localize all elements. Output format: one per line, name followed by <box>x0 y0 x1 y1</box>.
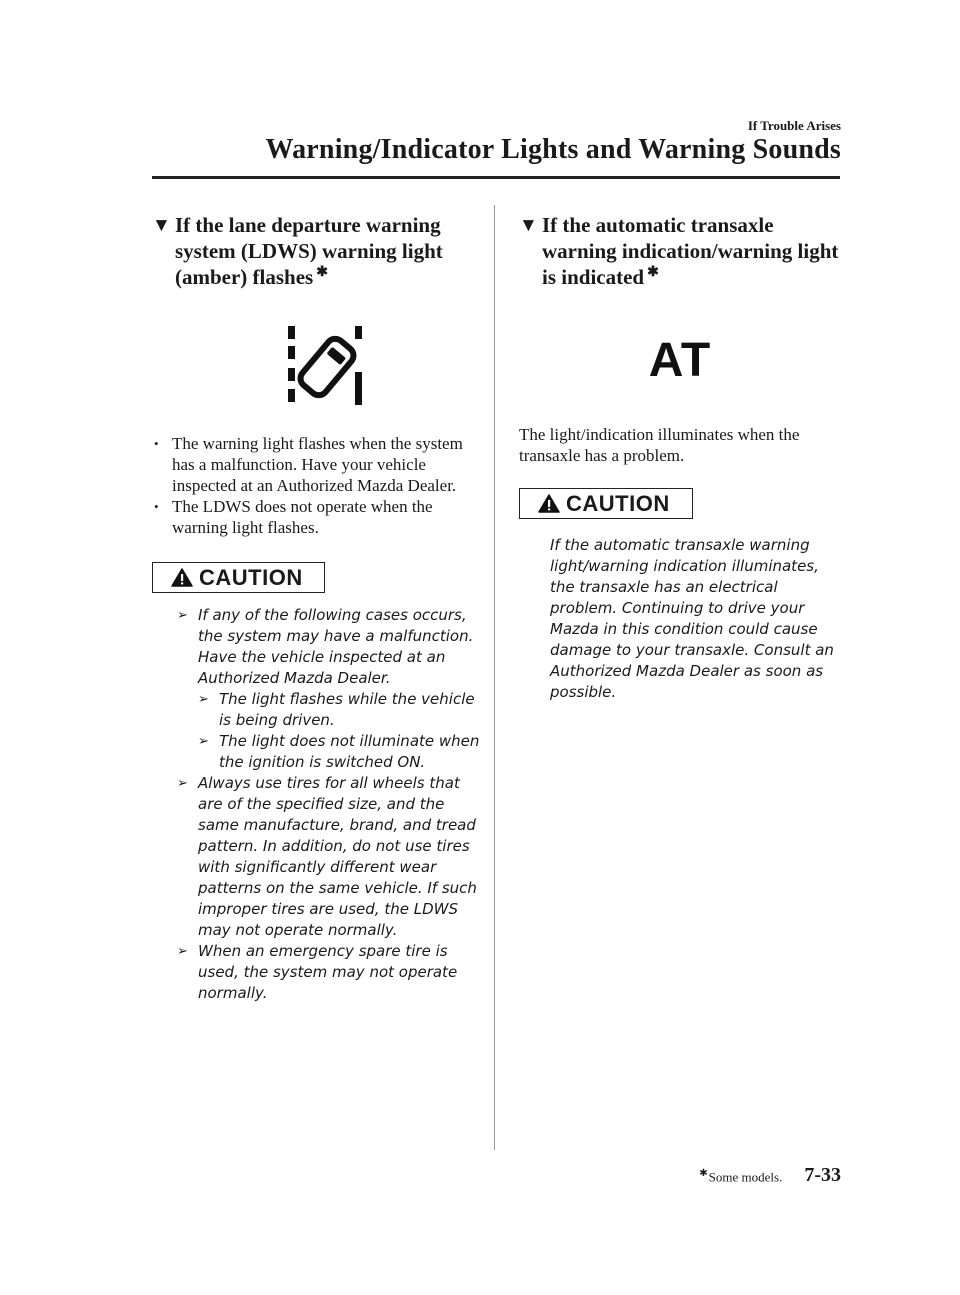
left-column <box>152 212 480 1004</box>
page-title: Warning/Indicator Lights and Warning Sounds <box>265 134 841 165</box>
caution-label: CAUTION <box>199 564 303 590</box>
at-indicator-text: AT <box>648 334 712 387</box>
caution-item: ➢ Always use tires for all wheels that are of the specified size, and the same manufacture, brand, and tread pattern. In addition, do not use tires with significantly different wear patterns on the same vehicle. If such improper tires are used, the LDWS may not operate normally. <box>177 773 480 941</box>
caution-item: ➢ When an emergency spare tire is used, the system may not operate normally. <box>177 941 480 1004</box>
asterisk-icon: ✱ <box>316 265 328 280</box>
caution-item <box>177 605 480 773</box>
warning-triangle-icon <box>538 494 560 513</box>
caution-box <box>152 562 325 593</box>
caution-label: CAUTION <box>566 490 670 516</box>
at-heading <box>519 212 841 290</box>
at-description: The light/indication illuminates when the transaxle has a problem. <box>519 425 800 465</box>
footnote <box>699 1168 782 1185</box>
list-item: • The warning light flashes when the system has a malfunction. Have your vehicle inspected at an Authorized Mazda Dealer. <box>152 433 480 496</box>
at-warning-icon <box>519 334 841 388</box>
page-footer <box>699 1164 841 1187</box>
section-label: If Trouble Arises <box>747 118 841 133</box>
at-heading-text: If the automatic transaxle warning indication/warning light is indicated <box>542 213 839 289</box>
ldws-heading-text: If the lane departure warning system (LDWS) warning light (amber) flashes <box>175 213 443 289</box>
asterisk-icon: ✱ <box>699 1167 708 1179</box>
caution-content <box>177 605 480 1004</box>
caution-item-text: If any of the following cases occurs, the system may have a malfunction. Have the vehicle inspected at an Authorized Mazda Dealer. <box>198 606 474 687</box>
caution-box <box>519 488 693 519</box>
ldws-warning-icon <box>172 323 480 409</box>
list-item: • The LDWS does not operate when the warning light flashes. <box>152 496 480 538</box>
footnote-text: Some models. <box>708 1169 783 1184</box>
caution-subitem: ➢ The light flashes while the vehicle is being driven. <box>198 689 480 731</box>
header-rule <box>152 176 840 179</box>
warning-triangle-icon <box>171 568 193 587</box>
column-divider <box>494 205 495 1150</box>
ldws-heading <box>152 212 480 290</box>
triangle-marker-icon: ▼ <box>152 215 171 236</box>
caution-content: If the automatic transaxle warning light/warning indication illuminates, the transaxle has an electrical problem. Continuing to drive your Mazda in this condition could cause damage to your transaxle. Consult an Authorized Mazda Dealer as soon as possible. <box>550 536 834 701</box>
caution-subitem: ➢ The light does not illuminate when the ignition is switched ON. <box>198 731 480 773</box>
page-number: 7-33 <box>804 1164 841 1186</box>
ldws-bullet-list <box>152 433 480 538</box>
right-column <box>519 212 841 703</box>
triangle-marker-icon: ▼ <box>519 215 538 236</box>
asterisk-icon: ✱ <box>647 265 659 280</box>
